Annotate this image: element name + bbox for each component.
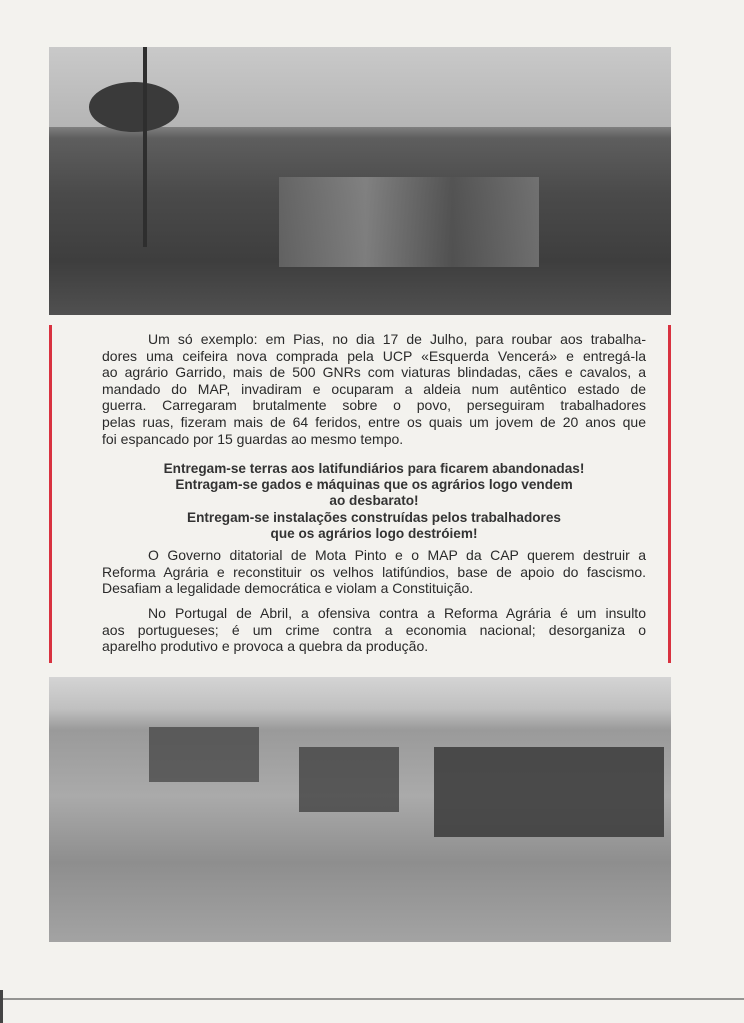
text-line: O Governo ditatorial de Mota Pinto e o MAP da CAP querem destruir a (148, 547, 646, 563)
paragraph-pias-example (102, 331, 646, 447)
slogan-line: que os agrários logo destróiem! (270, 525, 478, 541)
text-line: dores uma ceifeira nova comprada pela UCP «Esquerda Vencerá» e entregá-la (102, 347, 646, 364)
paragraph-portugal-de-abril (102, 605, 646, 655)
scan-edge (0, 998, 744, 1000)
photo-vehicles (279, 177, 539, 267)
red-accent-bar-right (668, 325, 671, 663)
slogan-line: Entregam-se terras aos latifundiários para ficarem abandonadas! (163, 461, 585, 476)
text-line: ao agrário Garrido, mais de 500 GNRs com viaturas blindadas, cães e cavalos, a (102, 364, 646, 381)
text-line: No Portugal de Abril, a ofensiva contra a Reforma Agrária é um insulto (148, 605, 646, 621)
photo-workers (299, 747, 399, 812)
text-line: pelas ruas, fizeram mais de 64 feridos, entre os quais um jovem de 20 anos que (102, 413, 646, 430)
text-line: Desafiam a legalidade democrática e violam a Constituição. (102, 580, 474, 597)
red-accent-bar-left (49, 325, 52, 663)
slogan-line: ao desbarato! (329, 493, 419, 509)
bold-slogans (102, 461, 646, 542)
text-line: aparelho produtivo e provoca a quebra da produção. (102, 638, 429, 655)
text-line: guerra. Carregaram brutalmente sobre o povo, perseguiram trabalhadores (102, 397, 646, 414)
photo-police-vehicles-in-village (49, 47, 671, 315)
photo-harvest-field-with-trucks (49, 677, 671, 942)
scan-edge-corner (0, 990, 3, 1023)
slogan-line: Entragam-se gados e máquinas que os agrários logo vendem (175, 477, 573, 493)
text-line: Reforma Agrária e reconstituir os velhos latifúndios, base de apoio do fascismo. (102, 563, 646, 580)
photo-tree (89, 82, 179, 132)
text-line: foi espancado por 15 guardas ao mesmo tempo. (102, 430, 404, 447)
slogan-line: Entregam-se instalações construídas pelos trabalhadores (187, 509, 561, 525)
photo-truck (434, 747, 664, 837)
text-line: mandado do MAP, invadiram e ocuparam a aldeia num autêntico estado de (102, 380, 646, 397)
photo-pole (143, 47, 147, 247)
text-line: Um só exemplo: em Pias, no dia 17 de Julho, para roubar aos trabalha- (148, 331, 646, 347)
text-line: aos portugueses; é um crime contra a economia nacional; desorganiza o (102, 621, 646, 638)
paragraph-government (102, 547, 646, 597)
photo-harvester (149, 727, 259, 782)
